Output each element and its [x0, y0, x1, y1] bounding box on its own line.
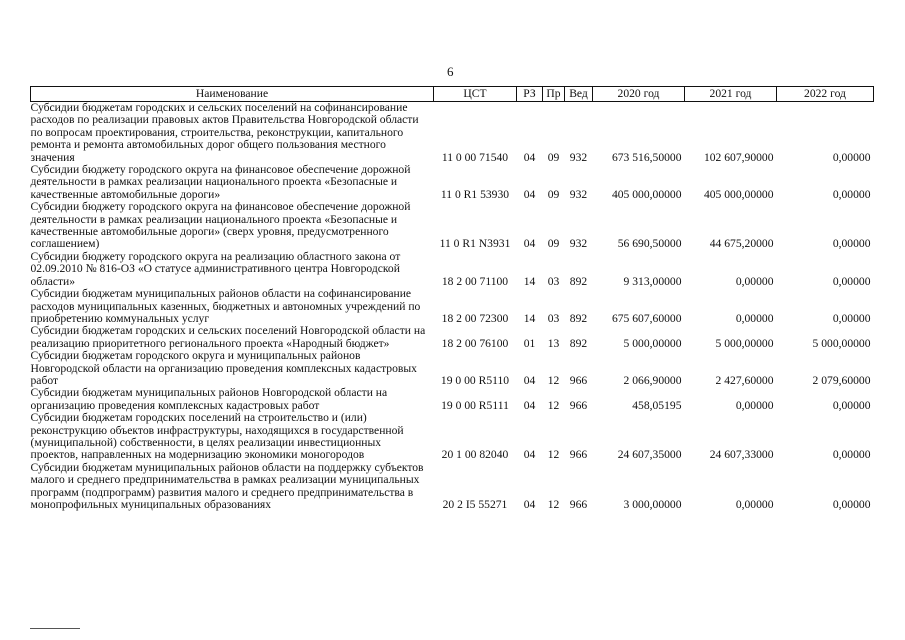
page-number: 6 — [447, 64, 454, 79]
cell-pr: 03 — [547, 311, 560, 325]
cell-ved: 892 — [569, 311, 588, 325]
cell-name: Субсидии бюджетам городских и сельских поселений Новгородской области на реализацию приоритетного регионального проекта «Народный бюджет» — [30, 324, 426, 350]
cell-2021: 2 427,60000 — [715, 373, 774, 387]
table-row — [31, 251, 874, 288]
cell-cst: 11 0 R1 N3931 — [439, 237, 511, 251]
cell-name: Субсидии бюджетам городских поселений на строительство и (или) реконструкцию объектов инфраструктуры, находящихся в государственной (муниципальной) собственности, в целях реализации инвестиционных проектов, направленных на модернизацию экономики моногородов — [30, 411, 404, 462]
cell-2022: 0,00000 — [832, 237, 871, 251]
header-2022: 2022 год — [777, 87, 874, 102]
cell-2022: 0,00000 — [832, 274, 871, 288]
table-header-row — [31, 87, 874, 102]
cell-name: Субсидии бюджетам муниципальных районов Новгородской области на организацию проведения комплексных кадастровых работ — [30, 386, 388, 412]
cell-cst: 18 2 00 76100 — [441, 336, 509, 350]
cell-2020: 24 607,35000 — [617, 448, 682, 462]
cell-2020: 3 000,00000 — [623, 498, 682, 511]
header-2020: 2020 год — [593, 87, 685, 102]
cell-rz: 14 — [523, 274, 536, 288]
cell-pr: 09 — [547, 237, 560, 251]
cell-pr: 09 — [547, 187, 560, 201]
cell-ved: 932 — [569, 187, 588, 201]
cell-2022: 0,00000 — [832, 398, 871, 412]
cell-2021: 0,00000 — [735, 274, 774, 288]
cell-rz: 04 — [523, 398, 536, 412]
cell-name: Субсидии бюджету городского округа на реализацию областного закона от 02.09.2010 № 816-ОЗ «О статусе административного центра Новгородской области» — [30, 249, 401, 288]
cell-name: Субсидии бюджетам городского округа и муниципальных районов Новгородской области на организацию проведения комплексных кадастровых работ — [30, 349, 417, 387]
cell-2021: 0,00000 — [735, 311, 774, 325]
cell-rz: 04 — [523, 150, 536, 164]
cell-2020: 5 000,00000 — [623, 336, 682, 350]
table-row — [31, 164, 874, 201]
cell-2021: 0,00000 — [735, 398, 774, 412]
cell-2020: 56 690,50000 — [617, 237, 682, 251]
cell-2020: 458,05195 — [632, 398, 682, 412]
table-row — [31, 387, 874, 412]
cell-pr: 12 — [547, 398, 560, 412]
cell-2022: 0,00000 — [832, 311, 871, 325]
cell-name: Субсидии бюджету городского округа на финансовое обеспечение дорожной деятельности в рамках реализации национального проекта «Безопасные и качественные автомобильные дороги» (сверх уровня, предусмотренного соглашением) — [30, 200, 411, 251]
cell-pr: 12 — [547, 448, 560, 462]
cell-ved: 892 — [569, 336, 588, 350]
table-body — [31, 102, 874, 512]
table-row — [31, 462, 874, 512]
table-row — [31, 412, 874, 462]
cell-cst: 11 0 00 71540 — [441, 150, 509, 164]
cell-cst: 18 2 00 71100 — [441, 274, 509, 288]
cell-ved: 892 — [569, 274, 588, 288]
cell-2021: 24 607,33000 — [709, 448, 774, 462]
cell-2020: 2 066,90000 — [623, 373, 682, 387]
cell-rz: 14 — [523, 311, 536, 325]
cell-2021: 44 675,20000 — [709, 237, 774, 251]
table-row — [31, 325, 874, 350]
cell-rz: 04 — [523, 373, 536, 387]
cell-rz: 04 — [523, 498, 536, 511]
cell-2022: 0,00000 — [832, 498, 871, 511]
cell-ved: 966 — [569, 498, 588, 511]
cell-rz: 04 — [523, 448, 536, 462]
table-row — [31, 350, 874, 387]
cell-2020: 9 313,00000 — [623, 274, 682, 288]
cell-name: Субсидии бюджету городского округа на финансовое обеспечение дорожной деятельности в рамках реализации национального проекта «Безопасные и качественные автомобильные дороги» — [30, 163, 411, 201]
header-rz: РЗ — [517, 87, 543, 102]
table-row — [31, 201, 874, 251]
cell-ved: 932 — [569, 237, 588, 251]
cell-ved: 966 — [569, 398, 588, 412]
table-row — [31, 288, 874, 325]
cell-2022: 0,00000 — [832, 187, 871, 201]
cell-name: Субсидии бюджетам муниципальных районов области на поддержку субъектов малого и среднего предпринимательства в рамках реализации муниципальных программ (подпрограмм) развития малого и среднего предпринимательства в монопрофильных муниципальных образованиях — [30, 460, 424, 511]
header-ved: Вед — [565, 87, 593, 102]
cell-name: Субсидии бюджетам городских и сельских поселений на софинансирование расходов по реализации правовых актов Правительства Новгородской области по вопросам проектирования, строительства, реконструкции, капитального ремонта и ремонта автомобильных дорог общего пользования местного значения — [30, 101, 419, 164]
cell-rz: 04 — [523, 187, 536, 201]
cell-pr: 12 — [547, 373, 560, 387]
cell-pr: 13 — [547, 336, 560, 350]
cell-2021: 0,00000 — [735, 498, 774, 511]
cell-2021: 5 000,00000 — [715, 336, 774, 350]
cell-rz: 01 — [523, 336, 536, 350]
cell-ved: 966 — [569, 448, 588, 462]
cell-rz: 04 — [523, 237, 536, 251]
cell-2022: 5 000,00000 — [812, 336, 871, 350]
cell-2022: 2 079,60000 — [812, 373, 871, 387]
footer-divider — [30, 628, 80, 629]
cell-pr: 12 — [547, 498, 560, 511]
cell-2022: 0,00000 — [832, 448, 871, 462]
header-2021: 2021 год — [685, 87, 777, 102]
cell-pr: 09 — [547, 150, 560, 164]
header-pr: Пр — [543, 87, 565, 102]
table-row — [31, 102, 874, 165]
cell-2020: 675 607,60000 — [611, 311, 682, 325]
cell-ved: 966 — [569, 373, 588, 387]
cell-2020: 673 516,50000 — [611, 150, 682, 164]
cell-ved: 932 — [569, 150, 588, 164]
cell-2022: 0,00000 — [832, 150, 871, 164]
cell-cst: 20 1 00 82040 — [441, 448, 509, 462]
cell-2020: 405 000,00000 — [611, 187, 682, 201]
cell-name: Субсидии бюджетам муниципальных районов области на софинансирование расходов муниципальных казенных, бюджетных и автономных учреждений по приобретению коммунальных услуг — [30, 287, 421, 325]
cell-pr: 03 — [547, 274, 560, 288]
header-name: Наименование — [31, 87, 434, 102]
cell-2021: 102 607,90000 — [703, 150, 774, 164]
cell-cst: 19 0 00 R5111 — [441, 398, 509, 412]
cell-cst: 11 0 R1 53930 — [440, 187, 510, 201]
cell-cst: 20 2 I5 55271 — [442, 498, 508, 511]
cell-cst: 18 2 00 72300 — [441, 311, 509, 325]
cell-cst: 19 0 00 R5110 — [440, 373, 510, 387]
header-cst: ЦСТ — [434, 87, 517, 102]
cell-2021: 405 000,00000 — [703, 187, 774, 201]
budget-table — [30, 86, 874, 511]
